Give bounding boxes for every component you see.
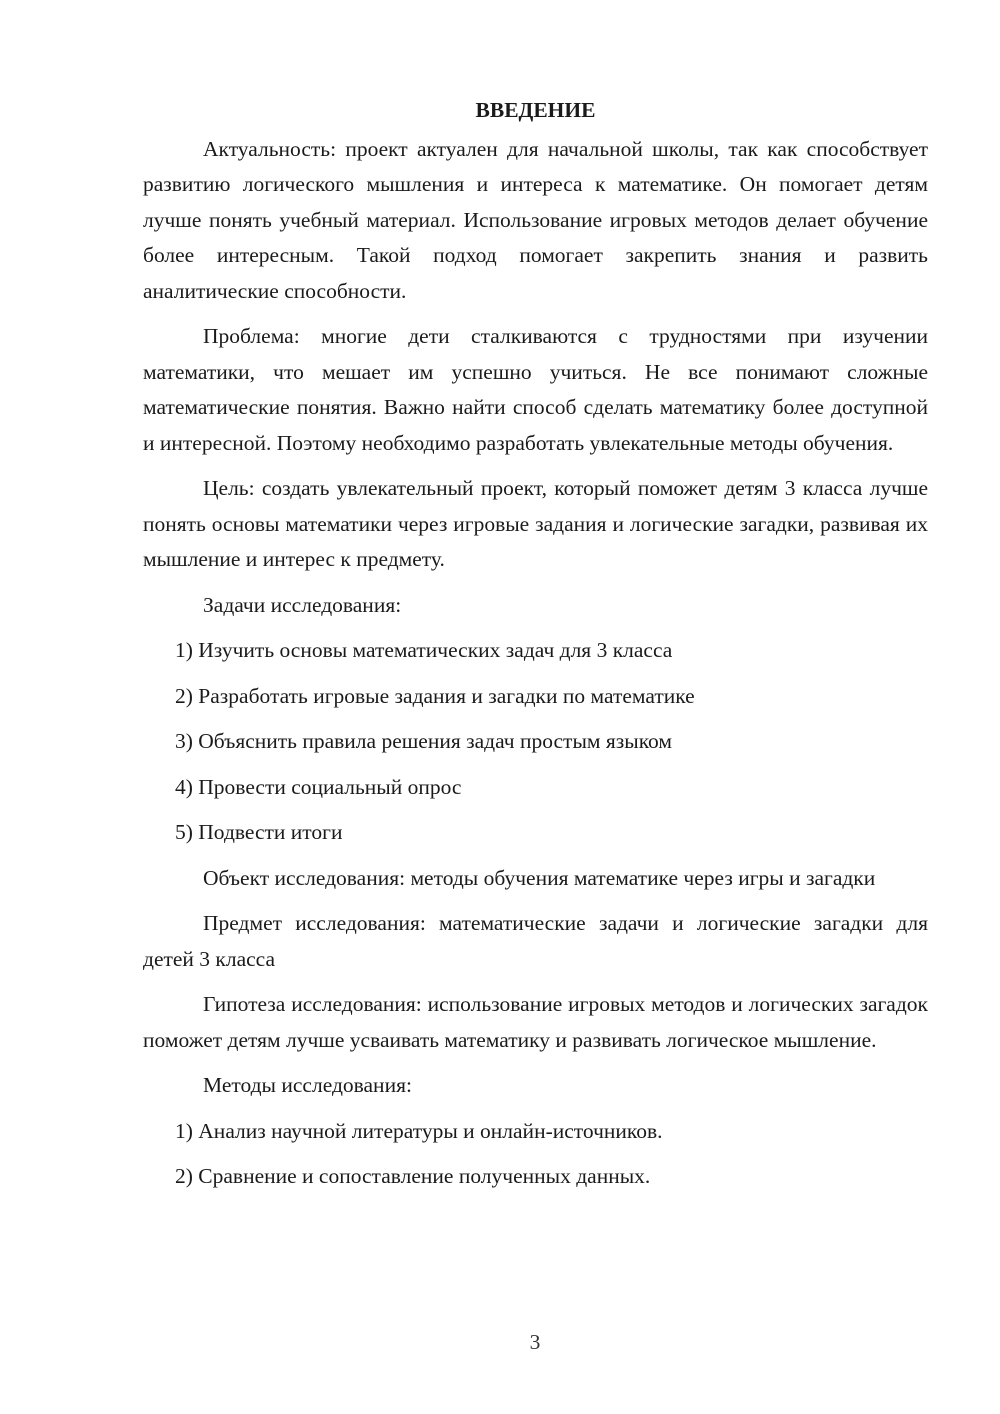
document-page [143, 93, 928, 1205]
subject-paragraph: Предмет исследования: математические задачи и логические загадки для детей 3 класса [143, 911, 928, 971]
list-item: 4) Провести социальный опрос [175, 774, 462, 799]
goal-paragraph: Цель: создать увлекательный проект, который поможет детям 3 класса лучше понять основы математики через игровые задания и логические загадки, развивая их мышление и интерес к предмету. [143, 476, 928, 571]
page-number: 3 [529, 1330, 541, 1354]
tasks-heading: Задачи исследования: [203, 592, 402, 617]
list-item: 2) Сравнение и сопоставление полученных данных. [175, 1164, 651, 1188]
object-paragraph: Объект исследования: методы обучения математике через игры и загадки [203, 865, 876, 890]
list-item: 3) Объяснить правила решения задач простым языком [175, 729, 672, 753]
methods-heading: Методы исследования: [203, 1073, 412, 1097]
hypothesis-paragraph: Гипотеза исследования: использование игровых методов и логических загадок поможет детям лучше усваивать математику и развивать логическое мышление. [143, 992, 928, 1052]
methods-list [143, 1114, 928, 1195]
list-item: 2) Разработать игровые задания и загадки по математике [175, 683, 695, 708]
problem-paragraph: Проблема: многие дети сталкиваются с трудностями при изучении математики, что мешает им успешно учиться. Не все понимают сложные математические понятия. Важно найти способ сделать математику более доступной и интересной. Поэтому необходимо разработать увлекательные методы обучения. [143, 324, 928, 455]
tasks-list [143, 633, 928, 851]
list-item: 5) Подвести итоги [175, 820, 343, 844]
section-title: ВВЕДЕНИЕ [475, 98, 596, 122]
list-item: 1) Изучить основы математических задач для 3 класса [175, 638, 673, 662]
relevance-paragraph: Актуальность: проект актуален для начальной школы, так как способствует развитию логического мышления и интереса к математике. Он помогает детям лучше понять учебный материал. Использование игровых методов делает обучение более интересным. Такой подход помогает закрепить знания и развить аналитические способности. [143, 136, 928, 303]
list-item: 1) Анализ научной литературы и онлайн-источников. [175, 1118, 663, 1143]
